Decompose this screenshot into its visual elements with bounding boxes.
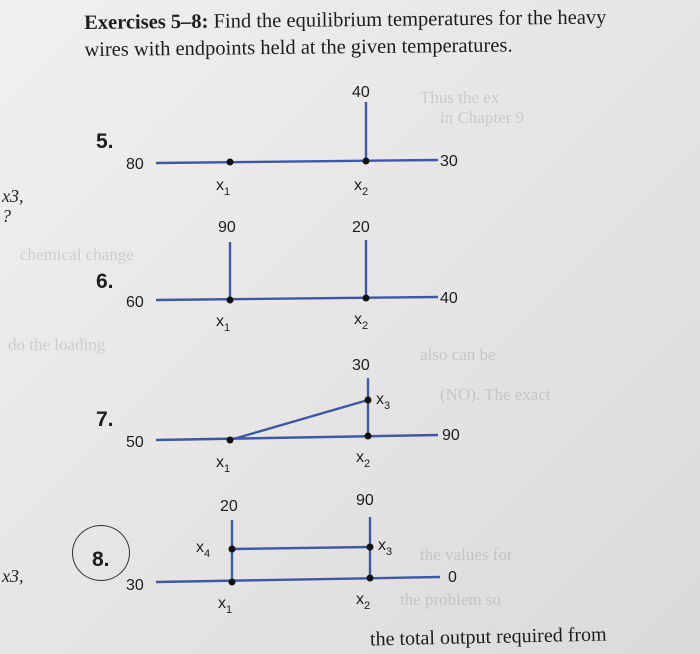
heading-number: Exercises 5–8: (84, 10, 209, 34)
bleed-through-text: also can be (420, 345, 496, 364)
node-x2 (363, 295, 370, 302)
exercise-6-number: 6. (96, 270, 114, 293)
node-x2 (363, 158, 370, 165)
label-node-x1: $x_1$ (218, 595, 233, 616)
bleed-through-text: the values for (420, 545, 513, 564)
exercise-8-diagram (126, 492, 457, 616)
wire (230, 400, 368, 440)
node-x2 (365, 433, 372, 440)
label-left-60: 60 (126, 294, 144, 311)
label-top-30: 30 (352, 357, 370, 374)
label-top-40: 40 (352, 84, 370, 101)
wire (232, 547, 370, 549)
label-node-x2: $x_2$ (354, 177, 369, 198)
footer-text: the total output required from (369, 623, 607, 651)
bleed-through-text: chemical change (20, 245, 134, 264)
margin-question: ? (2, 206, 11, 226)
wire (156, 435, 438, 440)
label-node-x1: $x_1$ (216, 454, 231, 475)
label-node-x3: $x_3$ (378, 537, 393, 558)
bleed-through-text: do the loading (8, 335, 106, 354)
label-node-x1: $x_1$ (216, 177, 231, 198)
label-right-0: 0 (448, 569, 457, 586)
label-node-x3: $x_3$ (376, 391, 391, 412)
node-x2 (367, 575, 374, 582)
label-node-x1: $x_1$ (216, 313, 231, 334)
label-node-x4: $x_4$ (196, 539, 211, 560)
wire (156, 577, 440, 582)
margin-var-top: x3, (2, 186, 24, 206)
label-top-20: 20 (352, 219, 370, 236)
bleed-through-text: Thus the ex (420, 88, 500, 107)
exercise-7-number: 7. (96, 408, 114, 431)
label-top-20: 20 (220, 498, 238, 515)
label-right-90: 90 (442, 427, 460, 444)
node-x1 (227, 297, 234, 304)
wire (156, 160, 438, 163)
label-node-x2: $x_2$ (354, 311, 369, 332)
label-node-x2: $x_2$ (356, 591, 371, 612)
label-right-40: 40 (440, 290, 458, 307)
label-left-80: 80 (126, 156, 144, 173)
exercise-5-diagram (126, 84, 458, 198)
node-x3 (365, 397, 372, 404)
heading-line2: wires with endpoints held at the given temperatures. (84, 34, 513, 61)
label-node-x2: $x_2$ (356, 449, 371, 470)
node-x1 (227, 437, 234, 444)
bleed-through-text: (NO). The exact (440, 385, 551, 404)
exercise-5-number: 5. (96, 130, 114, 153)
exercise-8-number: 8. (92, 548, 110, 571)
node-x1 (227, 159, 234, 166)
heading-line1: Find the equilibrium temperatures for the heavy (213, 6, 607, 33)
margin-var-bottom: x3, (2, 566, 24, 586)
label-top-90: 90 (218, 219, 236, 236)
bleed-through-text: in Chapter 9 (440, 108, 525, 127)
exercise-7-diagram (126, 357, 460, 475)
node-x3 (367, 544, 374, 551)
label-left-30: 30 (126, 577, 144, 594)
label-left-50: 50 (126, 434, 144, 451)
label-top-90: 90 (356, 492, 374, 509)
bleed-through-text: the problem so (400, 590, 502, 609)
node-x1 (229, 579, 236, 586)
label-right-30: 30 (440, 153, 458, 170)
wire (156, 297, 438, 300)
exercise-6-diagram (126, 219, 458, 334)
node-x4 (229, 546, 236, 553)
